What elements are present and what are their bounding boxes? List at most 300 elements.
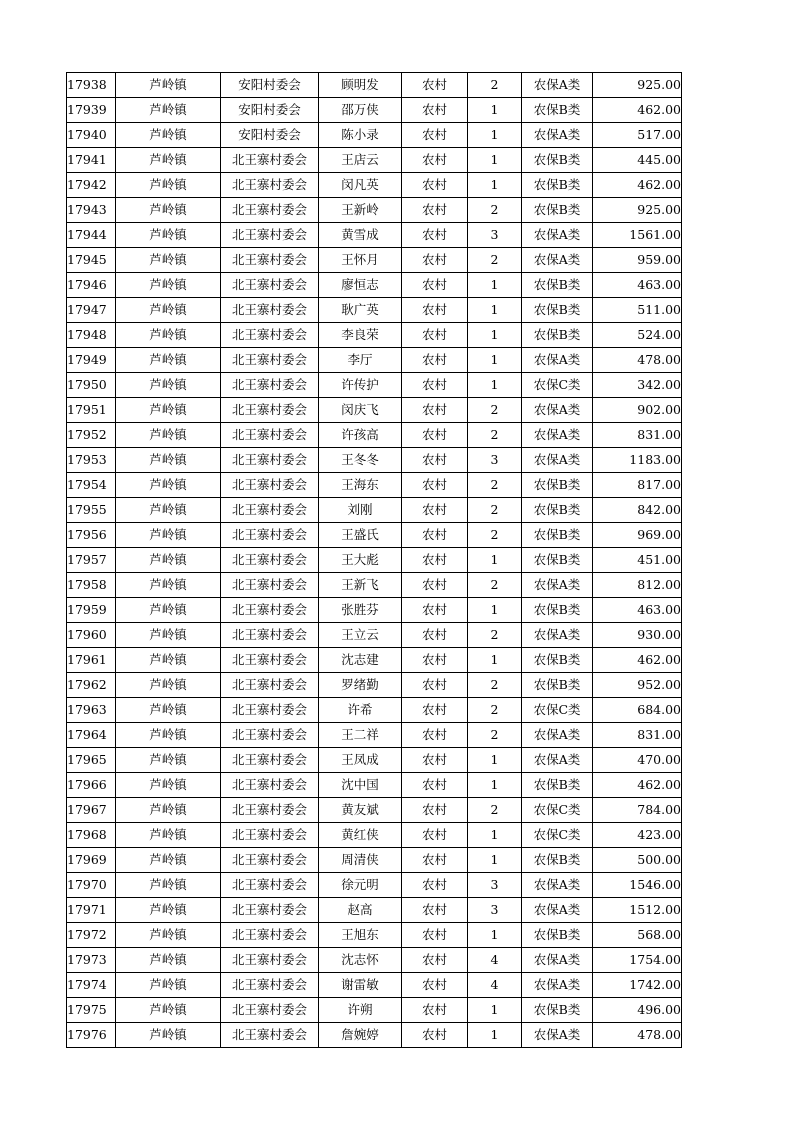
table-row xyxy=(67,98,682,123)
insurance-category-cell: 农保B类 xyxy=(522,673,593,698)
person-count-cell: 1 xyxy=(468,373,522,398)
village-committee-cell: 北王寨村委会 xyxy=(221,298,319,323)
village-committee-cell: 安阳村委会 xyxy=(221,98,319,123)
household-type-cell: 农村 xyxy=(402,123,468,148)
record-id-cell: 17946 xyxy=(67,273,116,298)
person-count-cell: 1 xyxy=(468,98,522,123)
town-cell: 芦岭镇 xyxy=(116,948,221,973)
record-id-cell: 17963 xyxy=(67,698,116,723)
person-name-cell: 王大彪 xyxy=(319,548,402,573)
person-name-cell: 沈中国 xyxy=(319,773,402,798)
amount-cell: 342.00 xyxy=(593,373,682,398)
insurance-category-cell: 农保A类 xyxy=(522,898,593,923)
village-committee-cell: 北王寨村委会 xyxy=(221,698,319,723)
insurance-category-cell: 农保B类 xyxy=(522,648,593,673)
amount-cell: 842.00 xyxy=(593,498,682,523)
person-name-cell: 王凤成 xyxy=(319,748,402,773)
record-id-cell: 17975 xyxy=(67,998,116,1023)
amount-cell: 524.00 xyxy=(593,323,682,348)
amount-cell: 451.00 xyxy=(593,548,682,573)
person-count-cell: 2 xyxy=(468,398,522,423)
household-type-cell: 农村 xyxy=(402,998,468,1023)
town-cell: 芦岭镇 xyxy=(116,548,221,573)
person-name-cell: 耿广英 xyxy=(319,298,402,323)
town-cell: 芦岭镇 xyxy=(116,598,221,623)
person-count-cell: 2 xyxy=(468,698,522,723)
village-committee-cell: 北王寨村委会 xyxy=(221,973,319,998)
village-committee-cell: 北王寨村委会 xyxy=(221,398,319,423)
insurance-category-cell: 农保C类 xyxy=(522,798,593,823)
record-id-cell: 17954 xyxy=(67,473,116,498)
table-row xyxy=(67,223,682,248)
village-committee-cell: 北王寨村委会 xyxy=(221,798,319,823)
household-type-cell: 农村 xyxy=(402,423,468,448)
household-type-cell: 农村 xyxy=(402,148,468,173)
village-committee-cell: 北王寨村委会 xyxy=(221,823,319,848)
record-id-cell: 17948 xyxy=(67,323,116,348)
person-name-cell: 许朔 xyxy=(319,998,402,1023)
town-cell: 芦岭镇 xyxy=(116,148,221,173)
household-type-cell: 农村 xyxy=(402,923,468,948)
household-type-cell: 农村 xyxy=(402,198,468,223)
record-id-cell: 17972 xyxy=(67,923,116,948)
town-cell: 芦岭镇 xyxy=(116,423,221,448)
person-count-cell: 3 xyxy=(468,448,522,473)
table-row xyxy=(67,648,682,673)
amount-cell: 511.00 xyxy=(593,298,682,323)
record-id-cell: 17973 xyxy=(67,948,116,973)
person-name-cell: 闵凡英 xyxy=(319,173,402,198)
table-row xyxy=(67,198,682,223)
table-row xyxy=(67,898,682,923)
table-row xyxy=(67,598,682,623)
person-count-cell: 3 xyxy=(468,223,522,248)
record-id-cell: 17950 xyxy=(67,373,116,398)
table-row xyxy=(67,973,682,998)
town-cell: 芦岭镇 xyxy=(116,73,221,98)
insurance-category-cell: 农保A类 xyxy=(522,723,593,748)
table-row xyxy=(67,698,682,723)
person-name-cell: 周清侠 xyxy=(319,848,402,873)
household-type-cell: 农村 xyxy=(402,73,468,98)
record-id-cell: 17974 xyxy=(67,973,116,998)
household-type-cell: 农村 xyxy=(402,1023,468,1048)
village-committee-cell: 北王寨村委会 xyxy=(221,773,319,798)
town-cell: 芦岭镇 xyxy=(116,473,221,498)
person-name-cell: 黄红侠 xyxy=(319,823,402,848)
insurance-category-cell: 农保A类 xyxy=(522,248,593,273)
insurance-category-cell: 农保B类 xyxy=(522,848,593,873)
record-id-cell: 17952 xyxy=(67,423,116,448)
town-cell: 芦岭镇 xyxy=(116,273,221,298)
record-id-cell: 17951 xyxy=(67,398,116,423)
insurance-category-cell: 农保B类 xyxy=(522,998,593,1023)
record-id-cell: 17967 xyxy=(67,798,116,823)
insurance-category-cell: 农保B类 xyxy=(522,298,593,323)
roster-body xyxy=(67,73,682,1048)
amount-cell: 1561.00 xyxy=(593,223,682,248)
amount-cell: 568.00 xyxy=(593,923,682,948)
town-cell: 芦岭镇 xyxy=(116,923,221,948)
person-count-cell: 2 xyxy=(468,473,522,498)
insurance-category-cell: 农保A类 xyxy=(522,1023,593,1048)
town-cell: 芦岭镇 xyxy=(116,398,221,423)
table-row xyxy=(67,73,682,98)
insurance-category-cell: 农保B类 xyxy=(522,323,593,348)
amount-cell: 952.00 xyxy=(593,673,682,698)
person-count-cell: 2 xyxy=(468,523,522,548)
household-type-cell: 农村 xyxy=(402,473,468,498)
person-count-cell: 2 xyxy=(468,248,522,273)
person-name-cell: 王旭东 xyxy=(319,923,402,948)
insurance-category-cell: 农保B类 xyxy=(522,773,593,798)
household-type-cell: 农村 xyxy=(402,873,468,898)
insurance-category-cell: 农保B类 xyxy=(522,498,593,523)
table-row xyxy=(67,148,682,173)
insurance-category-cell: 农保A类 xyxy=(522,223,593,248)
household-type-cell: 农村 xyxy=(402,598,468,623)
record-id-cell: 17969 xyxy=(67,848,116,873)
record-id-cell: 17970 xyxy=(67,873,116,898)
person-count-cell: 1 xyxy=(468,298,522,323)
person-count-cell: 1 xyxy=(468,648,522,673)
household-type-cell: 农村 xyxy=(402,798,468,823)
village-committee-cell: 北王寨村委会 xyxy=(221,173,319,198)
table-row xyxy=(67,573,682,598)
village-committee-cell: 北王寨村委会 xyxy=(221,873,319,898)
table-row xyxy=(67,498,682,523)
household-type-cell: 农村 xyxy=(402,823,468,848)
table-row xyxy=(67,298,682,323)
table-row xyxy=(67,773,682,798)
person-name-cell: 赵高 xyxy=(319,898,402,923)
record-id-cell: 17955 xyxy=(67,498,116,523)
household-type-cell: 农村 xyxy=(402,698,468,723)
insurance-category-cell: 农保A类 xyxy=(522,423,593,448)
person-name-cell: 王冬冬 xyxy=(319,448,402,473)
insurance-category-cell: 农保A类 xyxy=(522,348,593,373)
household-type-cell: 农村 xyxy=(402,573,468,598)
amount-cell: 463.00 xyxy=(593,598,682,623)
household-type-cell: 农村 xyxy=(402,673,468,698)
amount-cell: 445.00 xyxy=(593,148,682,173)
table-row xyxy=(67,273,682,298)
village-committee-cell: 北王寨村委会 xyxy=(221,898,319,923)
household-type-cell: 农村 xyxy=(402,398,468,423)
village-committee-cell: 北王寨村委会 xyxy=(221,198,319,223)
table-row xyxy=(67,823,682,848)
town-cell: 芦岭镇 xyxy=(116,123,221,148)
person-name-cell: 许希 xyxy=(319,698,402,723)
village-committee-cell: 北王寨村委会 xyxy=(221,273,319,298)
household-type-cell: 农村 xyxy=(402,448,468,473)
person-count-cell: 1 xyxy=(468,123,522,148)
village-committee-cell: 北王寨村委会 xyxy=(221,548,319,573)
table-row xyxy=(67,673,682,698)
record-id-cell: 17960 xyxy=(67,623,116,648)
town-cell: 芦岭镇 xyxy=(116,298,221,323)
record-id-cell: 17942 xyxy=(67,173,116,198)
amount-cell: 463.00 xyxy=(593,273,682,298)
record-id-cell: 17959 xyxy=(67,598,116,623)
person-name-cell: 闵庆飞 xyxy=(319,398,402,423)
amount-cell: 959.00 xyxy=(593,248,682,273)
amount-cell: 1754.00 xyxy=(593,948,682,973)
record-id-cell: 17938 xyxy=(67,73,116,98)
household-type-cell: 农村 xyxy=(402,848,468,873)
person-count-cell: 2 xyxy=(468,573,522,598)
village-committee-cell: 北王寨村委会 xyxy=(221,248,319,273)
person-count-cell: 2 xyxy=(468,623,522,648)
table-row xyxy=(67,373,682,398)
insurance-category-cell: 农保B类 xyxy=(522,548,593,573)
person-name-cell: 詹婉婷 xyxy=(319,1023,402,1048)
household-type-cell: 农村 xyxy=(402,523,468,548)
village-committee-cell: 北王寨村委会 xyxy=(221,148,319,173)
town-cell: 芦岭镇 xyxy=(116,323,221,348)
town-cell: 芦岭镇 xyxy=(116,998,221,1023)
amount-cell: 423.00 xyxy=(593,823,682,848)
table-row xyxy=(67,848,682,873)
person-count-cell: 2 xyxy=(468,423,522,448)
village-committee-cell: 北王寨村委会 xyxy=(221,1023,319,1048)
record-id-cell: 17949 xyxy=(67,348,116,373)
person-name-cell: 王店云 xyxy=(319,148,402,173)
record-id-cell: 17962 xyxy=(67,673,116,698)
village-committee-cell: 安阳村委会 xyxy=(221,123,319,148)
person-count-cell: 1 xyxy=(468,548,522,573)
person-count-cell: 2 xyxy=(468,798,522,823)
person-name-cell: 许传护 xyxy=(319,373,402,398)
household-type-cell: 农村 xyxy=(402,498,468,523)
town-cell: 芦岭镇 xyxy=(116,1023,221,1048)
town-cell: 芦岭镇 xyxy=(116,723,221,748)
person-name-cell: 许孩高 xyxy=(319,423,402,448)
household-type-cell: 农村 xyxy=(402,773,468,798)
village-committee-cell: 北王寨村委会 xyxy=(221,623,319,648)
village-committee-cell: 北王寨村委会 xyxy=(221,498,319,523)
insurance-category-cell: 农保B类 xyxy=(522,173,593,198)
person-name-cell: 廖恒志 xyxy=(319,273,402,298)
person-count-cell: 4 xyxy=(468,973,522,998)
insurance-category-cell: 农保B类 xyxy=(522,198,593,223)
person-name-cell: 徐元明 xyxy=(319,873,402,898)
insurance-category-cell: 农保C类 xyxy=(522,373,593,398)
amount-cell: 1546.00 xyxy=(593,873,682,898)
table-row xyxy=(67,798,682,823)
amount-cell: 462.00 xyxy=(593,98,682,123)
person-name-cell: 罗绪勤 xyxy=(319,673,402,698)
record-id-cell: 17961 xyxy=(67,648,116,673)
record-id-cell: 17971 xyxy=(67,898,116,923)
record-id-cell: 17968 xyxy=(67,823,116,848)
town-cell: 芦岭镇 xyxy=(116,198,221,223)
amount-cell: 812.00 xyxy=(593,573,682,598)
amount-cell: 831.00 xyxy=(593,423,682,448)
person-name-cell: 李厅 xyxy=(319,348,402,373)
village-committee-cell: 北王寨村委会 xyxy=(221,523,319,548)
town-cell: 芦岭镇 xyxy=(116,173,221,198)
table-row xyxy=(67,548,682,573)
record-id-cell: 17966 xyxy=(67,773,116,798)
town-cell: 芦岭镇 xyxy=(116,673,221,698)
person-name-cell: 王新飞 xyxy=(319,573,402,598)
village-committee-cell: 北王寨村委会 xyxy=(221,448,319,473)
table-row xyxy=(67,123,682,148)
amount-cell: 925.00 xyxy=(593,73,682,98)
record-id-cell: 17944 xyxy=(67,223,116,248)
person-name-cell: 王盛氏 xyxy=(319,523,402,548)
insurance-category-cell: 农保A类 xyxy=(522,73,593,98)
household-type-cell: 农村 xyxy=(402,273,468,298)
insurance-category-cell: 农保B类 xyxy=(522,98,593,123)
person-count-cell: 1 xyxy=(468,998,522,1023)
village-committee-cell: 北王寨村委会 xyxy=(221,673,319,698)
person-name-cell: 王立云 xyxy=(319,623,402,648)
person-count-cell: 1 xyxy=(468,598,522,623)
person-count-cell: 2 xyxy=(468,498,522,523)
record-id-cell: 17956 xyxy=(67,523,116,548)
person-name-cell: 李良荣 xyxy=(319,323,402,348)
person-count-cell: 1 xyxy=(468,1023,522,1048)
record-id-cell: 17940 xyxy=(67,123,116,148)
record-id-cell: 17964 xyxy=(67,723,116,748)
town-cell: 芦岭镇 xyxy=(116,623,221,648)
village-committee-cell: 北王寨村委会 xyxy=(221,648,319,673)
town-cell: 芦岭镇 xyxy=(116,898,221,923)
person-count-cell: 2 xyxy=(468,73,522,98)
table-row xyxy=(67,348,682,373)
town-cell: 芦岭镇 xyxy=(116,573,221,598)
person-name-cell: 张胜芬 xyxy=(319,598,402,623)
household-type-cell: 农村 xyxy=(402,623,468,648)
amount-cell: 478.00 xyxy=(593,1023,682,1048)
insurance-category-cell: 农保B类 xyxy=(522,523,593,548)
amount-cell: 1742.00 xyxy=(593,973,682,998)
table-row xyxy=(67,998,682,1023)
village-committee-cell: 北王寨村委会 xyxy=(221,223,319,248)
person-count-cell: 2 xyxy=(468,673,522,698)
town-cell: 芦岭镇 xyxy=(116,348,221,373)
person-count-cell: 1 xyxy=(468,773,522,798)
person-name-cell: 王海东 xyxy=(319,473,402,498)
person-name-cell: 沈志建 xyxy=(319,648,402,673)
town-cell: 芦岭镇 xyxy=(116,223,221,248)
household-type-cell: 农村 xyxy=(402,723,468,748)
insurance-category-cell: 农保B类 xyxy=(522,273,593,298)
record-id-cell: 17958 xyxy=(67,573,116,598)
insurance-category-cell: 农保B类 xyxy=(522,598,593,623)
household-type-cell: 农村 xyxy=(402,373,468,398)
household-type-cell: 农村 xyxy=(402,298,468,323)
town-cell: 芦岭镇 xyxy=(116,698,221,723)
town-cell: 芦岭镇 xyxy=(116,773,221,798)
household-type-cell: 农村 xyxy=(402,648,468,673)
amount-cell: 784.00 xyxy=(593,798,682,823)
insurance-category-cell: 农保A类 xyxy=(522,123,593,148)
table-row xyxy=(67,398,682,423)
record-id-cell: 17947 xyxy=(67,298,116,323)
table-row xyxy=(67,523,682,548)
table-row xyxy=(67,873,682,898)
person-name-cell: 黄友斌 xyxy=(319,798,402,823)
village-committee-cell: 北王寨村委会 xyxy=(221,423,319,448)
village-committee-cell: 北王寨村委会 xyxy=(221,323,319,348)
insurance-category-cell: 农保A类 xyxy=(522,973,593,998)
amount-cell: 478.00 xyxy=(593,348,682,373)
town-cell: 芦岭镇 xyxy=(116,373,221,398)
table-row xyxy=(67,473,682,498)
village-committee-cell: 北王寨村委会 xyxy=(221,923,319,948)
record-id-cell: 17953 xyxy=(67,448,116,473)
amount-cell: 462.00 xyxy=(593,773,682,798)
record-id-cell: 17943 xyxy=(67,198,116,223)
insurance-category-cell: 农保A类 xyxy=(522,748,593,773)
insurance-category-cell: 农保B类 xyxy=(522,473,593,498)
insurance-category-cell: 农保A类 xyxy=(522,573,593,598)
household-type-cell: 农村 xyxy=(402,748,468,773)
table-row xyxy=(67,448,682,473)
person-count-cell: 3 xyxy=(468,873,522,898)
amount-cell: 930.00 xyxy=(593,623,682,648)
table-row xyxy=(67,748,682,773)
village-committee-cell: 北王寨村委会 xyxy=(221,748,319,773)
table-row xyxy=(67,723,682,748)
amount-cell: 500.00 xyxy=(593,848,682,873)
town-cell: 芦岭镇 xyxy=(116,748,221,773)
village-committee-cell: 北王寨村委会 xyxy=(221,848,319,873)
table-row xyxy=(67,948,682,973)
insurance-category-cell: 农保A类 xyxy=(522,948,593,973)
person-name-cell: 陈小录 xyxy=(319,123,402,148)
amount-cell: 496.00 xyxy=(593,998,682,1023)
table-row xyxy=(67,923,682,948)
insurance-category-cell: 农保B类 xyxy=(522,923,593,948)
village-committee-cell: 北王寨村委会 xyxy=(221,473,319,498)
person-name-cell: 刘刚 xyxy=(319,498,402,523)
insurance-category-cell: 农保A类 xyxy=(522,873,593,898)
person-count-cell: 1 xyxy=(468,848,522,873)
person-count-cell: 1 xyxy=(468,273,522,298)
person-name-cell: 王新岭 xyxy=(319,198,402,223)
village-committee-cell: 北王寨村委会 xyxy=(221,998,319,1023)
town-cell: 芦岭镇 xyxy=(116,448,221,473)
amount-cell: 1512.00 xyxy=(593,898,682,923)
person-name-cell: 王二祥 xyxy=(319,723,402,748)
amount-cell: 925.00 xyxy=(593,198,682,223)
person-count-cell: 1 xyxy=(468,173,522,198)
table-row xyxy=(67,623,682,648)
person-count-cell: 1 xyxy=(468,323,522,348)
insurance-category-cell: 农保A类 xyxy=(522,398,593,423)
record-id-cell: 17941 xyxy=(67,148,116,173)
town-cell: 芦岭镇 xyxy=(116,498,221,523)
village-committee-cell: 北王寨村委会 xyxy=(221,723,319,748)
person-count-cell: 3 xyxy=(468,898,522,923)
insurance-category-cell: 农保A类 xyxy=(522,448,593,473)
household-type-cell: 农村 xyxy=(402,948,468,973)
village-committee-cell: 北王寨村委会 xyxy=(221,373,319,398)
person-name-cell: 黄雪成 xyxy=(319,223,402,248)
benefit-roster-table xyxy=(66,72,682,1048)
household-type-cell: 农村 xyxy=(402,98,468,123)
town-cell: 芦岭镇 xyxy=(116,248,221,273)
village-committee-cell: 安阳村委会 xyxy=(221,73,319,98)
person-count-cell: 2 xyxy=(468,198,522,223)
household-type-cell: 农村 xyxy=(402,973,468,998)
household-type-cell: 农村 xyxy=(402,223,468,248)
person-name-cell: 谢雷敏 xyxy=(319,973,402,998)
